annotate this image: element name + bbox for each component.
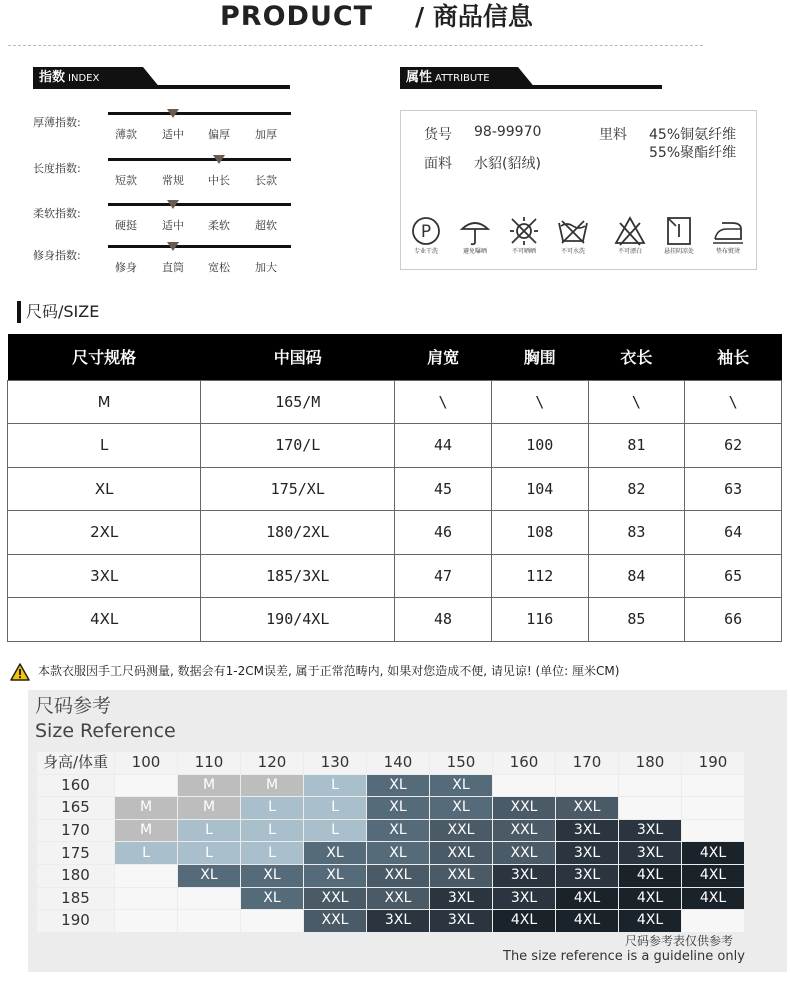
reference-height-header: 170 [37, 820, 114, 842]
reference-size-cell: L [178, 842, 240, 864]
header-divider [8, 45, 703, 46]
size-cell: \ [588, 380, 685, 424]
size-table [7, 334, 782, 642]
index-option: 硬挺 [115, 219, 137, 232]
care-no-bleach: 不可漂白 [607, 215, 653, 256]
reference-size-cell: 4XL [619, 910, 681, 932]
reference-disclaimer-en: The size reference is a guideline only [503, 949, 745, 964]
index-option: 超软 [255, 219, 277, 232]
fabric-value: 水貂(貂绒) [474, 156, 541, 172]
reference-size-cell [115, 865, 177, 887]
index-option: 常规 [162, 174, 184, 187]
index-option: 长款 [255, 174, 277, 187]
reference-size-cell: 3XL [430, 888, 492, 910]
reference-size-cell: XL [304, 842, 366, 864]
avoid-sun-icon [459, 215, 491, 247]
lining-value-2: 55%聚酯纤维 [649, 145, 737, 161]
reference-size-cell: XL [367, 797, 429, 819]
item-no-value: 98-99970 [474, 124, 542, 140]
reference-weight-header: 190 [682, 752, 744, 774]
no-bleach-icon [614, 215, 646, 247]
reference-size-cell: XXL [304, 888, 366, 910]
index-option: 偏厚 [208, 128, 230, 141]
reference-size-cell: XXL [493, 797, 555, 819]
size-cell: 108 [491, 511, 588, 555]
size-cell: \ [685, 380, 782, 424]
reference-size-cell: XL [241, 888, 303, 910]
reference-weight-header: 110 [178, 752, 240, 774]
reference-size-cell [682, 775, 744, 797]
index-option: 直筒 [162, 261, 184, 274]
index-scale-bar [108, 203, 291, 206]
reference-size-cell [619, 775, 681, 797]
size-cell: 81 [588, 424, 685, 468]
reference-size-cell: 4XL [619, 865, 681, 887]
size-table-row [8, 424, 782, 468]
reference-size-cell: 3XL [556, 820, 618, 842]
size-cell: 45 [395, 467, 492, 511]
index-option: 适中 [162, 128, 184, 141]
care-avoid-sun: 避免曝晒 [452, 215, 498, 256]
warning-icon [10, 663, 30, 681]
reference-size-cell: 4XL [682, 842, 744, 864]
size-cell: \ [491, 380, 588, 424]
reference-size-cell: 4XL [619, 888, 681, 910]
reference-size-cell: L [304, 797, 366, 819]
index-option: 修身 [115, 261, 137, 274]
reference-size-cell: XXL [556, 797, 618, 819]
reference-size-cell: 4XL [682, 865, 744, 887]
measurement-note [10, 660, 785, 682]
reference-size-cell: 4XL [556, 888, 618, 910]
size-cell: 84 [588, 554, 685, 598]
reference-size-cell [178, 910, 240, 932]
reference-size-cell: L [178, 820, 240, 842]
size-cell: \ [395, 380, 492, 424]
index-row-label: 长度指数: [33, 162, 81, 175]
reference-size-cell: XL [367, 820, 429, 842]
reference-size-cell [619, 797, 681, 819]
reference-weight-header: 170 [556, 752, 618, 774]
size-cell: 47 [395, 554, 492, 598]
flat-dry-shade-icon [663, 215, 695, 247]
reference-size-cell: XL [430, 797, 492, 819]
reference-height-header: 165 [37, 797, 114, 819]
reference-height-header: 160 [37, 775, 114, 797]
index-row-label: 柔软指数: [33, 207, 81, 220]
size-cell: 4XL [8, 598, 201, 642]
index-selected-marker [167, 109, 179, 118]
reference-size-cell: XL [178, 865, 240, 887]
size-cell: 85 [588, 598, 685, 642]
reference-weight-header: 140 [367, 752, 429, 774]
size-header-cell: 衣长 [588, 334, 685, 380]
reference-size-cell [115, 888, 177, 910]
reference-height-header: 185 [37, 888, 114, 910]
index-row-label: 修身指数: [33, 249, 81, 262]
size-header-cell: 中国码 [201, 334, 395, 380]
reference-size-cell: XXL [430, 820, 492, 842]
reference-size-cell: XXL [304, 910, 366, 932]
attribute-title-cn: 属性 [406, 70, 433, 85]
index-option: 柔软 [208, 219, 230, 232]
reference-size-cell: 4XL [556, 910, 618, 932]
reference-size-cell: M [178, 797, 240, 819]
attribute-box [400, 110, 757, 270]
size-cell: 185/3XL [201, 554, 395, 598]
reference-size-cell [556, 775, 618, 797]
reference-size-cell: 3XL [430, 910, 492, 932]
size-cell: 44 [395, 424, 492, 468]
size-cell: 2XL [8, 511, 201, 555]
size-cell: 46 [395, 511, 492, 555]
reference-weight-header: 120 [241, 752, 303, 774]
size-header-cell: 肩宽 [395, 334, 492, 380]
care-iron-with-cloth: 垫布熨烫 [705, 215, 751, 256]
reference-size-cell: M [115, 820, 177, 842]
size-reference-grid [36, 751, 745, 933]
size-cell: 116 [491, 598, 588, 642]
reference-size-cell: XXL [493, 842, 555, 864]
reference-weight-header: 130 [304, 752, 366, 774]
size-table-row [8, 511, 782, 555]
size-cell: 48 [395, 598, 492, 642]
reference-size-cell: 3XL [619, 820, 681, 842]
size-cell: 175/XL [201, 467, 395, 511]
reference-size-cell: XXL [430, 865, 492, 887]
reference-size-cell: XL [430, 775, 492, 797]
reference-size-cell [115, 775, 177, 797]
reference-size-cell: 3XL [493, 888, 555, 910]
size-cell: 170/L [201, 424, 395, 468]
index-title-cn: 指数 [39, 70, 66, 85]
no-sun-dry-icon [508, 215, 540, 247]
size-table-row [8, 554, 782, 598]
index-option: 宽松 [208, 261, 230, 274]
reference-size-cell: M [115, 797, 177, 819]
index-option: 加大 [255, 261, 277, 274]
reference-weight-header: 100 [115, 752, 177, 774]
care-no-sun-dry: 不可晒晒 [501, 215, 547, 256]
size-cell: 165/M [201, 380, 395, 424]
size-cell: 64 [685, 511, 782, 555]
attribute-title-en: ATTRIBUTE [435, 73, 490, 84]
reference-size-cell: L [241, 820, 303, 842]
reference-size-cell [178, 888, 240, 910]
reference-title-en: Size Reference [35, 720, 176, 742]
reference-size-cell [115, 910, 177, 932]
size-cell: 3XL [8, 554, 201, 598]
size-header-cell: 胸围 [491, 334, 588, 380]
index-selected-marker [213, 155, 225, 164]
size-cell: 66 [685, 598, 782, 642]
reference-size-cell: L [304, 775, 366, 797]
size-cell: 83 [588, 511, 685, 555]
reference-size-cell: 3XL [367, 910, 429, 932]
reference-size-cell: 3XL [556, 842, 618, 864]
size-section-title: 尺码/SIZE [17, 301, 99, 323]
size-cell: 104 [491, 467, 588, 511]
reference-size-cell: L [115, 842, 177, 864]
size-cell: 100 [491, 424, 588, 468]
reference-size-cell: XXL [367, 888, 429, 910]
reference-weight-header: 180 [619, 752, 681, 774]
size-cell: XL [8, 467, 201, 511]
reference-size-cell: XL [367, 775, 429, 797]
note-text: 本款衣服因手工尺码测量, 数据会有1-2CM误差, 属于正常范畴内, 如果对您造成不便, 请见谅! (单位: 厘米CM) [38, 664, 620, 678]
reference-size-cell: L [241, 797, 303, 819]
lining-label: 里料 [599, 127, 627, 143]
reference-size-cell: XL [304, 865, 366, 887]
size-table-header [8, 334, 782, 380]
professional-handwash-icon [410, 215, 442, 247]
size-cell: 180/2XL [201, 511, 395, 555]
attribute-rule [400, 85, 662, 89]
reference-weight-header: 150 [430, 752, 492, 774]
header-subtitle: / 商品信息 [415, 2, 533, 31]
reference-weight-header: 160 [493, 752, 555, 774]
reference-height-header: 175 [37, 842, 114, 864]
reference-size-cell: XXL [493, 820, 555, 842]
svg-text:P: P [420, 222, 432, 242]
reference-disclaimer-cn: 尺码参考表仅供参考 [625, 934, 734, 948]
reference-size-cell: 3XL [556, 865, 618, 887]
reference-size-cell: L [241, 842, 303, 864]
reference-size-cell: XL [241, 865, 303, 887]
size-cell: 62 [685, 424, 782, 468]
reference-size-cell: 4XL [682, 888, 744, 910]
size-cell: 82 [588, 467, 685, 511]
index-option: 短款 [115, 174, 137, 187]
header-title: PRODUCT [220, 1, 374, 32]
reference-corner-label: 身高/体重 [37, 752, 114, 774]
size-header-cell: 尺寸规格 [8, 334, 201, 380]
size-cell: L [8, 424, 201, 468]
care-no-water-wash: 不可水洗 [550, 215, 596, 256]
index-option: 适中 [162, 219, 184, 232]
reference-title-cn: 尺码参考 [35, 695, 112, 717]
item-no-label: 货号 [424, 127, 452, 143]
index-selected-marker [167, 242, 179, 251]
index-title-en: INDEX [68, 73, 100, 84]
index-row-label: 厚薄指数: [33, 116, 81, 129]
index-scale-bar [108, 158, 291, 161]
reference-size-cell: M [178, 775, 240, 797]
size-cell: 112 [491, 554, 588, 598]
no-water-wash-icon [557, 215, 589, 247]
reference-size-cell: XXL [430, 842, 492, 864]
size-header-cell: 袖长 [685, 334, 782, 380]
reference-size-cell: 3XL [619, 842, 681, 864]
size-cell: 63 [685, 467, 782, 511]
size-cell: 190/4XL [201, 598, 395, 642]
reference-size-cell: L [304, 820, 366, 842]
reference-size-cell [682, 797, 744, 819]
care-professional-handwash: P 专业干洗 [403, 215, 449, 256]
reference-height-header: 190 [37, 910, 114, 932]
size-table-row [8, 467, 782, 511]
index-option: 中长 [208, 174, 230, 187]
index-selected-marker [167, 200, 179, 209]
care-flat-dry-shade: 悬挂阴凉处 [656, 215, 702, 256]
index-scale-bar [108, 245, 291, 248]
iron-with-cloth-icon [712, 215, 744, 247]
index-scale-bar [108, 112, 291, 115]
reference-size-cell: XXL [367, 865, 429, 887]
lining-value-1: 45%铜氨纤维 [649, 127, 737, 143]
index-rule [33, 85, 290, 89]
reference-size-cell: 3XL [493, 865, 555, 887]
reference-size-cell: M [241, 775, 303, 797]
size-table-row [8, 380, 782, 424]
reference-height-header: 180 [37, 865, 114, 887]
size-table-row [8, 598, 782, 642]
index-option: 薄款 [115, 128, 137, 141]
reference-size-cell [682, 820, 744, 842]
fabric-label: 面料 [424, 156, 452, 172]
size-cell: M [8, 380, 201, 424]
reference-size-cell [682, 910, 744, 932]
size-cell: 65 [685, 554, 782, 598]
reference-size-cell [493, 775, 555, 797]
reference-size-cell [241, 910, 303, 932]
index-option: 加厚 [255, 128, 277, 141]
reference-size-cell: 4XL [493, 910, 555, 932]
reference-size-cell: XL [367, 842, 429, 864]
